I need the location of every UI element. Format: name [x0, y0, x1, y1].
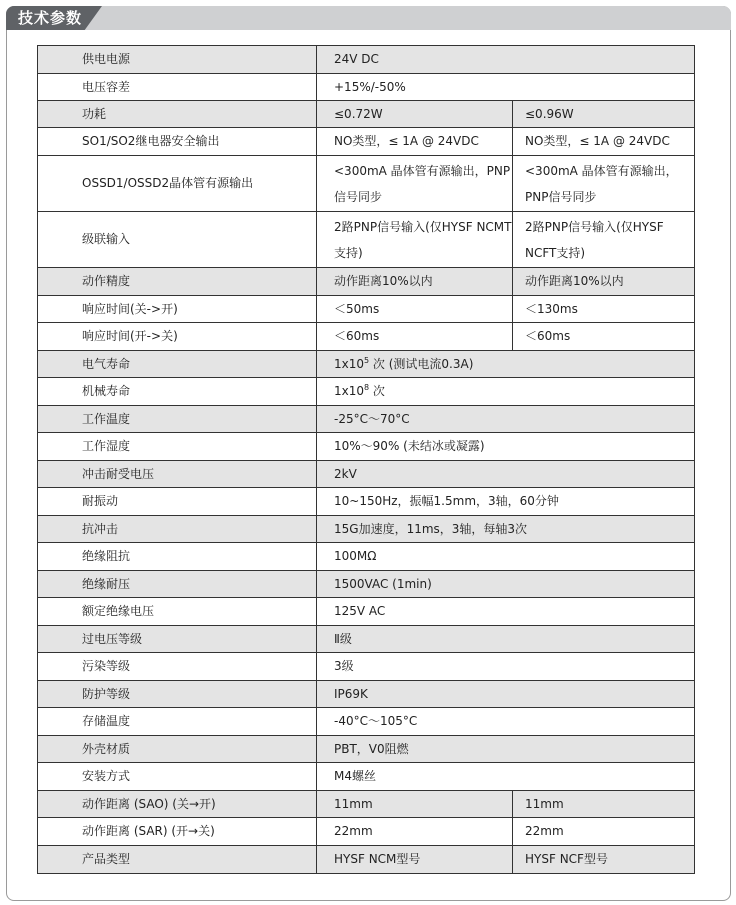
table-row	[38, 406, 695, 433]
value-cell-2: NO类型，≤ 1A @ 24VDC	[513, 128, 695, 156]
table-row	[38, 791, 695, 818]
value-cell: ＜50ms	[317, 296, 513, 323]
table-row	[38, 818, 695, 846]
param-cell: 耐振动	[38, 488, 317, 516]
param-cell: 响应时间(开->关)	[38, 323, 317, 351]
value-cell: 3级	[317, 653, 695, 681]
param-cell: 过电压等级	[38, 626, 317, 653]
value-cell: ＜60ms	[317, 323, 513, 351]
table-row	[38, 156, 695, 212]
value-cell: NO类型，≤ 1A @ 24VDC	[317, 128, 513, 156]
table-row	[38, 323, 695, 351]
value-cell-2: 11mm	[513, 791, 695, 818]
table-row	[38, 74, 695, 101]
param-cell: 级联输入	[38, 212, 317, 268]
value-cell: 100MΩ	[317, 543, 695, 571]
param-cell: OSSD1/OSSD2晶体管有源输出	[38, 156, 317, 212]
param-cell: 额定绝缘电压	[38, 598, 317, 626]
value-cell: +15%/-50%	[317, 74, 695, 101]
table-row	[38, 296, 695, 323]
param-cell: 动作距离 (SAO) (关→开)	[38, 791, 317, 818]
param-cell: 冲击耐受电压	[38, 461, 317, 488]
value-cell: 24V DC	[317, 46, 695, 74]
value-base: 1x10	[334, 384, 365, 398]
table-row	[38, 212, 695, 268]
section-header	[6, 6, 731, 30]
value-cell-2: 动作距离10%以内	[513, 268, 695, 296]
param-cell: 安装方式	[38, 763, 317, 791]
value-cell: 1500VAC (1min)	[317, 571, 695, 598]
param-cell: 存储温度	[38, 708, 317, 736]
table-row	[38, 653, 695, 681]
value-cell: <300mA 晶体管有源输出，PNP信号同步	[317, 156, 513, 212]
value-base: 1x10	[334, 356, 365, 371]
param-cell: 外壳材质	[38, 736, 317, 763]
param-cell: 绝缘阻抗	[38, 543, 317, 571]
table-row	[38, 516, 695, 543]
value-rest: 次 (测试电流0.3A)	[369, 356, 474, 371]
value-cell: 10%～90% (未结冰或凝露)	[317, 433, 695, 461]
value-cell: -25°C～70°C	[317, 406, 695, 433]
value-cell: Ⅱ级	[317, 626, 695, 653]
param-cell: SO1/SO2继电器安全输出	[38, 128, 317, 156]
table-row	[38, 626, 695, 653]
param-cell: 工作温度	[38, 406, 317, 433]
table-row	[38, 351, 695, 378]
value-exponent: 5	[364, 355, 370, 365]
param-cell: 污染等级	[38, 653, 317, 681]
value-cell-2: ＜130ms	[513, 296, 695, 323]
value-cell: M4螺丝	[317, 763, 695, 791]
value-cell: 22mm	[317, 818, 513, 846]
spec-table	[37, 45, 695, 874]
value-rest: 次	[369, 384, 385, 398]
param-cell: 防护等级	[38, 681, 317, 708]
param-cell: 电压容差	[38, 74, 317, 101]
value-cell-2: ≤0.96W	[513, 101, 695, 128]
table-row	[38, 378, 695, 406]
value-cell	[317, 351, 695, 378]
value-cell: 15G加速度，11ms，3轴，每轴3次	[317, 516, 695, 543]
table-row	[38, 461, 695, 488]
param-cell: 功耗	[38, 101, 317, 128]
value-cell-2: <300mA 晶体管有源输出，PNP信号同步	[513, 156, 695, 212]
value-cell: 2路PNP信号输入(仅HYSF NCMT支持)	[317, 212, 513, 268]
value-cell: -40°C～105°C	[317, 708, 695, 736]
table-row	[38, 46, 695, 74]
value-cell-2: 2路PNP信号输入(仅HYSF NCFT支持)	[513, 212, 695, 268]
value-cell: 10~150Hz，振幅1.5mm，3轴，60分钟	[317, 488, 695, 516]
table-row	[38, 433, 695, 461]
param-cell: 抗冲击	[38, 516, 317, 543]
value-cell: ≤0.72W	[317, 101, 513, 128]
value-cell: 动作距离10%以内	[317, 268, 513, 296]
section-title: 技术参数	[18, 9, 83, 27]
table-row	[38, 128, 695, 156]
value-cell: 125V AC	[317, 598, 695, 626]
value-cell	[317, 378, 695, 406]
value-cell: HYSF NCM型号	[317, 846, 513, 874]
table-row	[38, 763, 695, 791]
value-cell-2: HYSF NCF型号	[513, 846, 695, 874]
value-cell-2: ＜60ms	[513, 323, 695, 351]
table-row	[38, 101, 695, 128]
value-cell: PBT，V0阻燃	[317, 736, 695, 763]
table-row	[38, 846, 695, 874]
table-row	[38, 736, 695, 763]
param-cell: 电气寿命	[38, 351, 317, 378]
param-cell: 动作精度	[38, 268, 317, 296]
param-cell: 工作湿度	[38, 433, 317, 461]
value-cell: 11mm	[317, 791, 513, 818]
param-cell: 机械寿命	[38, 378, 317, 406]
table-row	[38, 708, 695, 736]
table-row	[38, 543, 695, 571]
param-cell: 产品类型	[38, 846, 317, 874]
value-exponent: 8	[364, 383, 370, 392]
table-row	[38, 681, 695, 708]
table-row	[38, 268, 695, 296]
value-cell-2: 22mm	[513, 818, 695, 846]
param-cell: 绝缘耐压	[38, 571, 317, 598]
param-cell: 动作距离 (SAR) (开→关)	[38, 818, 317, 846]
param-cell: 响应时间(关->开)	[38, 296, 317, 323]
table-row	[38, 571, 695, 598]
table-row	[38, 598, 695, 626]
value-cell: 2kV	[317, 461, 695, 488]
table-row	[38, 488, 695, 516]
param-cell: 供电电源	[38, 46, 317, 74]
value-cell: IP69K	[317, 681, 695, 708]
